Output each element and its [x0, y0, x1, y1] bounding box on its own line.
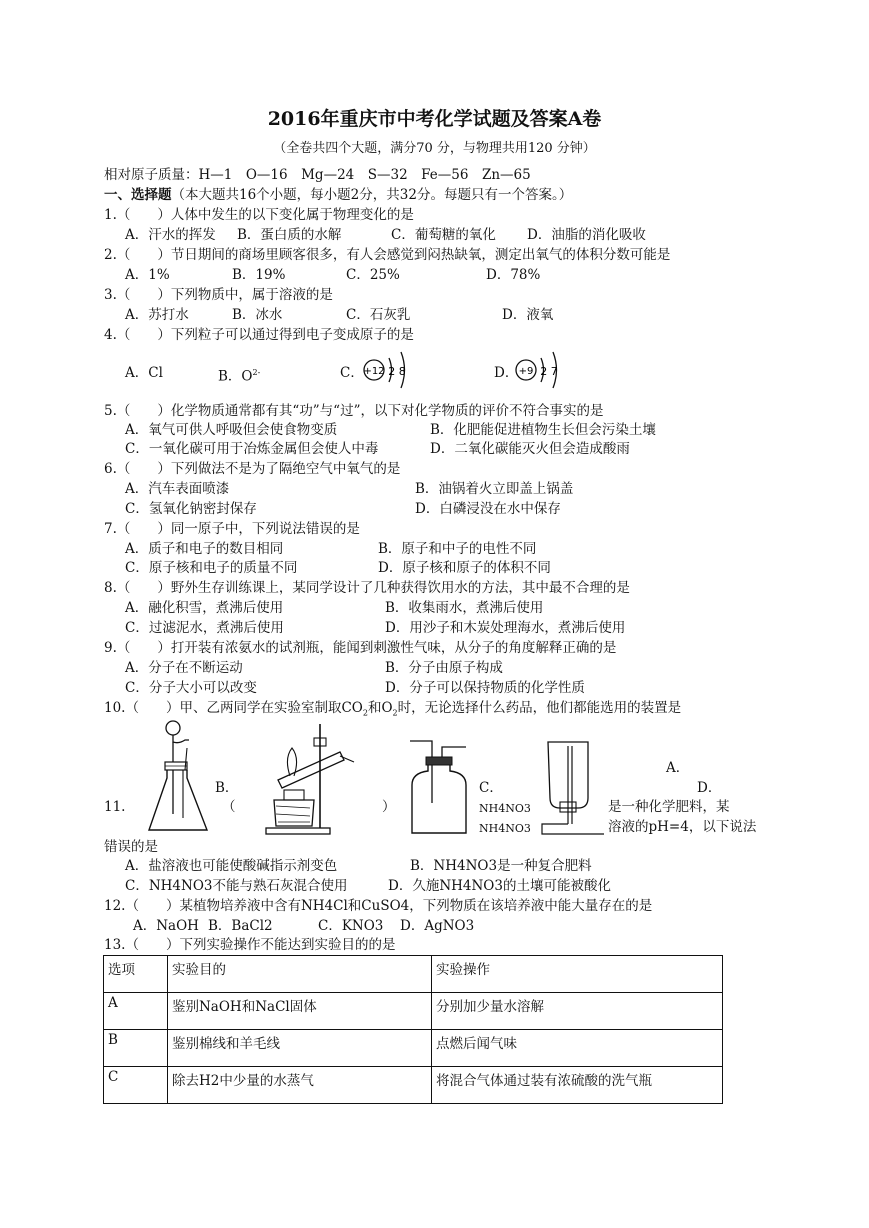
q9-stem: 9.（ ）打开装有浓氨水的试剂瓶，能闻到刺激性气味，从分子的角度解释正确的是	[104, 640, 617, 656]
q2-option-c: C．25%	[346, 267, 400, 283]
q6-option-b: B．油锅着火立即盖上锅盖	[415, 481, 574, 497]
apparatus-conical-flask	[145, 718, 215, 838]
table-row	[104, 1067, 723, 1104]
q4-atom-diagram-d	[512, 348, 572, 392]
q1-option-b: B．蛋白质的水解	[237, 227, 342, 243]
page-title: 2016年重庆市中考化学试题及答案A卷	[267, 108, 602, 130]
q12-option-c: C．KNO3	[318, 918, 384, 934]
atomic-mass: 相对原子质量：H—1 O—16 Mg—24 S—32 Fe—56 Zn—65	[104, 167, 531, 183]
table-cell: 鉴别棉线和羊毛线	[168, 1030, 432, 1067]
q5-stem: 5.（ ）化学物质通常都有其“功”与“过”，以下对化学物质的评价不符合事实的是	[104, 403, 604, 419]
table-cell: C	[104, 1067, 168, 1104]
q8-option-a: A．融化积雪，煮沸后使用	[125, 600, 284, 616]
q7-option-a: A．质子和电子的数目相同	[125, 541, 284, 557]
q6-stem: 6.（ ）下列做法不是为了隔绝空气中氧气的是	[104, 461, 401, 477]
table-cell: 鉴别NaOH和NaCl固体	[168, 993, 432, 1030]
q4-stem: 4.（ ）下列粒子可以通过得到电子变成原子的是	[104, 327, 414, 343]
table-cell: 分别加少量水溶解	[432, 993, 723, 1030]
table-cell: B	[104, 1030, 168, 1067]
q11-paren-close: ）	[382, 799, 396, 815]
q8-stem: 8.（ ）野外生存训练课上，某同学设计了几种获得饮用水的方法，其中最不合理的是	[104, 580, 630, 596]
subtitle: （全卷共四个大题，满分70 分，与物理共用120 分钟）	[273, 141, 596, 156]
q8-option-d: D．用沙子和木炭处理海水，煮沸后使用	[385, 620, 626, 636]
q4-option-c: C．	[340, 365, 364, 381]
section-1	[104, 186, 572, 204]
q3-stem: 3.（ ）下列物质中，属于溶液的是	[104, 287, 333, 303]
q10-option-a-label: A．	[666, 760, 690, 776]
q12-option-b: B．BaCl2	[208, 918, 273, 934]
table-cell: 除去H2中少量的水蒸气	[168, 1067, 432, 1104]
q12-option-d: D．AgNO3	[400, 918, 475, 934]
q11-paren-open: （	[222, 799, 236, 815]
q7-option-d: D．原子核和原子的体积不同	[378, 560, 551, 576]
apparatus-gas-washing-bottle	[406, 733, 476, 838]
q10-stem-mid: 和O	[367, 700, 393, 716]
q13-stem: 13.（ ）下列实验操作不能达到实验目的的是	[104, 937, 396, 953]
q4-atom-diagram-c	[360, 348, 420, 392]
table-header-option: 选项	[104, 956, 168, 993]
q5-option-c: C．一氧化碳可用于冶炼金属但会使人中毒	[125, 441, 379, 457]
q1-option-d: D．油脂的消化吸收	[527, 227, 646, 243]
table-row	[104, 1030, 723, 1067]
table-cell: 将混合气体通过装有浓硫酸的洗气瓶	[432, 1067, 723, 1104]
q11-number: 11.	[104, 799, 126, 815]
q3-option-a: A．苏打水	[125, 307, 189, 323]
q10-sub-co2: 2	[362, 708, 368, 718]
q13-table	[103, 955, 723, 1104]
q10-option-d-label: D．	[697, 780, 722, 796]
q10-stem-post: 时，无论选择什么药品，他们都能选用的装置是	[397, 700, 682, 716]
table-header-operation: 实验操作	[432, 956, 723, 993]
apparatus-heating-tube	[262, 718, 362, 838]
q6-option-c: C．氢氧化钠密封保存	[125, 501, 257, 517]
q4-option-b-charge: 2-	[252, 368, 261, 377]
q4-d-nucleus: +9	[518, 366, 534, 377]
q11-option-c: C．NH4NO3不能与熟石灰混合使用	[125, 878, 348, 894]
q7-option-c: C．原子核和电子的质量不同	[125, 560, 298, 576]
q5-option-d: D．二氧化碳能灭火但会造成酸雨	[430, 441, 630, 457]
q11-tail-1: 是一种化学肥料，某	[608, 799, 730, 815]
q9-option-b: B．分子由原子构成	[385, 660, 503, 676]
apparatus-inverted-bottle	[538, 738, 608, 838]
q4-option-b	[218, 364, 260, 386]
q10-option-c-label: C．	[479, 780, 503, 796]
q11-tail-3: 错误的是	[104, 839, 158, 855]
q4-option-a: A．Cl	[125, 365, 163, 381]
q12-option-a: A．NaOH	[133, 918, 199, 934]
q1-option-a: A．汗水的挥发	[125, 227, 216, 243]
q3-option-c: C．石灰乳	[346, 307, 411, 323]
table-header-row	[104, 956, 723, 993]
q11-nh4no3-2: NH4NO3	[479, 822, 531, 835]
q4-option-b-text: B．O	[218, 368, 253, 385]
q1-option-c: C．葡萄糖的氧化	[391, 227, 496, 243]
q2-option-b: B．19%	[232, 267, 286, 283]
q4-c-shells: 2 8	[388, 365, 406, 378]
q7-option-b: B．原子和中子的电性不同	[378, 541, 537, 557]
q4-c-nucleus: +12	[363, 366, 385, 377]
q9-option-d: D．分子可以保持物质的化学性质	[385, 680, 585, 696]
q7-stem: 7.（ ）同一原子中，下列说法错误的是	[104, 521, 360, 537]
q4-d-shells: 2 7	[540, 365, 558, 378]
q12-stem: 12.（ ）某植物培养液中含有NH4Cl和CuSO4，下列物质在该培养液中能大量存在的是	[104, 898, 653, 914]
q9-option-c: C．分子大小可以改变	[125, 680, 257, 696]
q8-option-b: B．收集雨水，煮沸后使用	[385, 600, 544, 616]
section-heading: 一、选择题	[104, 187, 172, 203]
q10-stem-pre: 10.（ ）甲、乙两同学在实验室制取CO	[104, 700, 363, 716]
q6-option-d: D．白磷浸没在水中保存	[415, 501, 561, 517]
q11-tail-2: 溶液的pH=4，以下说法	[608, 819, 757, 835]
q9-option-a: A．分子在不断运动	[125, 660, 243, 676]
q4-option-d: D．	[494, 365, 519, 381]
q11-nh4no3-1: NH4NO3	[479, 802, 531, 815]
q10-option-b-label: B．	[215, 780, 239, 796]
q1-stem: 1.（ ）人体中发生的以下变化属于物理变化的是	[104, 207, 414, 223]
q2-stem: 2.（ ）节日期间的商场里顾客很多，有人会感觉到闷热缺氧，测定出氧气的体积分数可能是	[104, 247, 671, 263]
table-cell: 点燃后闻气味	[432, 1030, 723, 1067]
q5-option-b: B．化肥能促进植物生长但会污染土壤	[430, 422, 656, 438]
section-note: （本大题共16个小题，每小题2分，共32分。每题只有一个答案。）	[171, 187, 573, 203]
q11-option-b: B．NH4NO3是一种复合肥料	[410, 858, 592, 874]
q10-sub-o2: 2	[392, 708, 398, 718]
q11-option-a: A．盐溶液也可能使酸碱指示剂变色	[125, 858, 338, 874]
q2-option-d: D．78%	[486, 267, 541, 283]
q6-option-a: A．汽车表面喷漆	[125, 481, 230, 497]
q3-option-b: B．冰水	[232, 307, 283, 323]
q5-option-a: A．氧气可供人呼吸但会使食物变质	[125, 422, 338, 438]
q11-option-d: D．久施NH4NO3的土壤可能被酸化	[388, 878, 611, 894]
table-header-purpose: 实验目的	[168, 956, 432, 993]
q8-option-c: C．过滤泥水，煮沸后使用	[125, 620, 284, 636]
table-row	[104, 993, 723, 1030]
q3-option-d: D．液氧	[502, 307, 554, 323]
q2-option-a: A．1%	[125, 267, 170, 283]
table-cell: A	[104, 993, 168, 1030]
